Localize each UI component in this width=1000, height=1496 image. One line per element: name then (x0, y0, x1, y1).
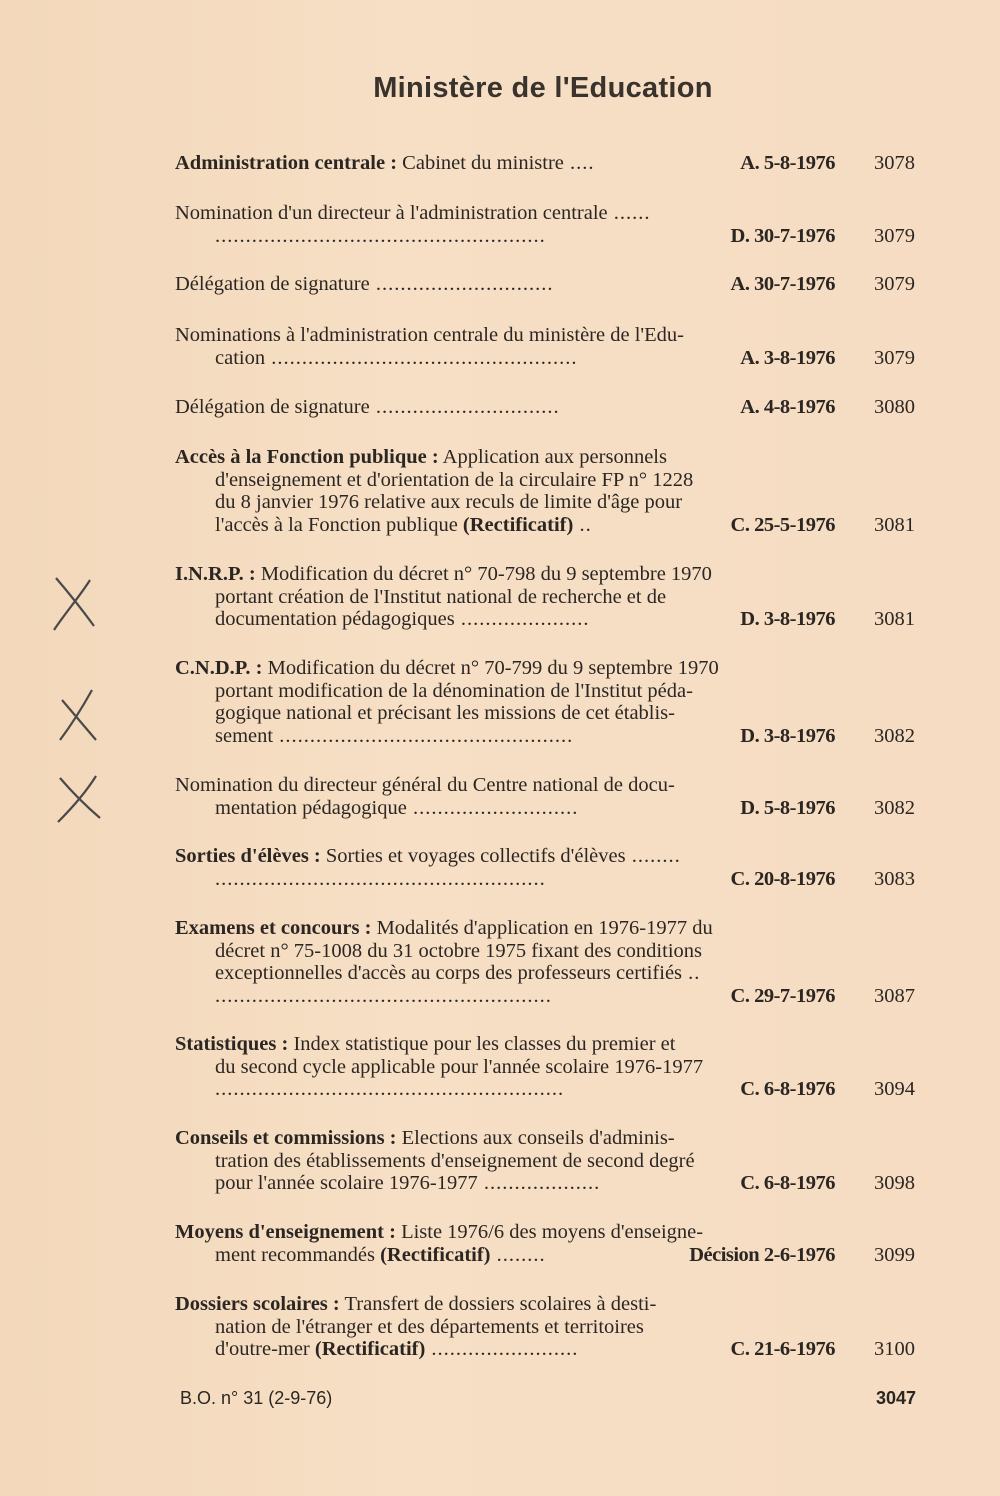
entry-description: nation de l'étranger et des départements et territoires (215, 1315, 644, 1338)
entry-description: ment recommandés (215, 1243, 381, 1266)
entry-text (175, 1293, 835, 1316)
entry-page-number: 3079 (874, 273, 915, 295)
dot-leader: ...................................................... (215, 867, 546, 890)
entry-description: documentation pédagogiques (215, 608, 455, 631)
entry-page-number: 3080 (874, 396, 915, 418)
entry-reference: C. 20-8-1976 (730, 867, 835, 890)
toc-entry (175, 774, 915, 819)
entry-description: exceptionnelles d'accès au corps des professeurs certifiés (215, 962, 683, 985)
toc-entry (175, 657, 915, 747)
rectificatif-label: (Rectificatif) (314, 1338, 426, 1361)
entry-reference: D. 30-7-1976 (730, 224, 835, 247)
entry-description: Sorties et voyages collectifs d'élèves (320, 845, 626, 867)
entry-page-number: 3079 (874, 346, 915, 369)
entry-line (175, 725, 915, 748)
entry-line (175, 469, 915, 492)
entry-heading: Sorties d'élèves : (175, 845, 321, 867)
entry-page-number: 3094 (874, 1078, 915, 1101)
entry-heading: Moyens d'enseignement : (175, 1221, 396, 1243)
entry-reference: C. 29-7-1976 (730, 984, 835, 1007)
toc-entry (175, 1221, 915, 1266)
entry-description: Délégation de signature (175, 273, 370, 295)
entry-reference: A. 5-8-1976 (740, 152, 835, 174)
entry-line (175, 917, 915, 940)
entry-text (215, 1150, 835, 1173)
entry-description: Elections aux conseils d'adminis- (396, 1127, 675, 1149)
entry-heading: Administration centrale : (175, 152, 398, 174)
entry-text (175, 152, 835, 175)
entry-line (175, 225, 915, 248)
entry-text (175, 845, 835, 868)
entry-description: Transfert de dossiers scolaires à desti- (339, 1293, 657, 1315)
entry-text (215, 469, 835, 492)
toc-entry (175, 273, 915, 296)
entry-description: pour l'année scolaire 1976-1977 (215, 1172, 478, 1195)
toc-entry (175, 324, 915, 369)
entry-reference: C. 6-8-1976 (740, 1078, 835, 1101)
entry-reference: A. 30-7-1976 (730, 273, 835, 295)
rectificatif-label: (Rectificatif) (462, 513, 574, 536)
entry-description: Modalités d'application en 1976-1977 du (371, 917, 713, 939)
dot-leader: ....................................................... (215, 984, 552, 1007)
entry-description: d'enseignement et d'orientation de la circulaire FP n° 1228 (215, 468, 694, 491)
entry-reference: C. 25-5-1976 (730, 513, 835, 536)
entry-text (175, 324, 835, 347)
dot-leader: ...... (607, 202, 651, 224)
toc-entry (175, 1293, 915, 1361)
entry-description: gogique national et précisant les missions de cet établis- (215, 702, 675, 725)
entry-page-number: 3079 (874, 224, 915, 247)
entry-reference: D. 5-8-1976 (740, 796, 835, 819)
entry-page-number: 3100 (874, 1338, 915, 1361)
entry-reference: A. 4-8-1976 (740, 396, 835, 418)
dot-leader: .................................................. (265, 346, 578, 369)
rectificatif-label: (Rectificatif) (380, 1243, 491, 1266)
dot-leader: ................................................ (273, 724, 574, 747)
entry-line (175, 1338, 915, 1361)
entry-description: Délégation de signature (175, 396, 370, 418)
entry-page-number: 3083 (874, 867, 915, 890)
toc-entry (175, 446, 915, 536)
entry-line (175, 1033, 915, 1056)
entry-heading: I.N.R.P. : (175, 563, 256, 585)
dot-leader: ...................................................... (215, 224, 546, 247)
handwritten-x-mark-2 (52, 686, 112, 746)
entry-text (215, 680, 835, 703)
entry-line (175, 273, 915, 296)
entry-description: Nominations à l'administration centrale du ministère de l'Edu- (175, 324, 684, 346)
entry-line (175, 586, 915, 609)
entry-page-number: 3098 (874, 1172, 915, 1195)
entry-line (175, 324, 915, 347)
entry-description: portant création de l'Institut national de recherche et de (215, 585, 667, 608)
entry-line (175, 1150, 915, 1173)
entry-page-number: 3082 (874, 724, 915, 747)
entry-line (175, 347, 915, 370)
entry-page-number: 3099 (874, 1243, 915, 1266)
entry-description: portant modification de la dénomination de l'Institut péda- (215, 679, 693, 702)
entry-line (175, 1078, 915, 1101)
entry-text (175, 774, 835, 797)
toc-entry (175, 1033, 915, 1101)
entry-text (215, 702, 835, 725)
entry-line (175, 680, 915, 703)
entry-description: mentation pédagogique (215, 796, 407, 819)
entry-line (175, 702, 915, 725)
dot-leader: ........................ (425, 1338, 579, 1361)
entry-description: Modification du décret n° 70-798 du 9 septembre 1970 (255, 563, 712, 585)
entry-reference: Décision 2-6-1976 (689, 1243, 835, 1266)
entry-description: Index statistique pour les classes du premier et (288, 1033, 676, 1055)
toc-entry (175, 845, 915, 890)
entry-heading: Examens et concours : (175, 917, 372, 939)
dot-leader: .............................. (369, 396, 560, 418)
entry-reference: A. 3-8-1976 (740, 346, 835, 369)
entry-reference: C. 21-6-1976 (730, 1338, 835, 1361)
entry-line (175, 446, 915, 469)
entry-text (215, 1316, 835, 1339)
entry-line (175, 608, 915, 631)
entry-text (215, 491, 835, 514)
entry-description: sement (215, 724, 274, 747)
entry-text (175, 446, 835, 469)
entry-heading: Dossiers scolaires : (175, 1293, 340, 1315)
entry-page-number: 3082 (874, 796, 915, 819)
toc-entry (175, 202, 915, 247)
entry-text (215, 1056, 835, 1079)
dot-leader: ........ (625, 845, 681, 867)
handwritten-x-mark-3 (52, 772, 112, 832)
dot-leader: ............................. (369, 273, 554, 295)
entry-description: Cabinet du ministre (397, 152, 564, 174)
entry-line (175, 1172, 915, 1195)
entry-reference: C. 6-8-1976 (740, 1172, 835, 1195)
entry-line (175, 868, 915, 891)
entry-description: cation (215, 346, 266, 369)
entry-text (175, 657, 835, 680)
entry-page-number: 3081 (874, 513, 915, 536)
entry-line (175, 845, 915, 868)
entry-reference: D. 3-8-1976 (740, 724, 835, 747)
entry-text (215, 586, 835, 609)
entry-line (175, 396, 915, 419)
dot-leader: ................... (477, 1172, 601, 1195)
entry-line (175, 797, 915, 820)
entry-description: Application aux personnels (438, 446, 667, 468)
dot-leader: ..................... (454, 608, 590, 631)
entry-description: tration des établissements d'enseignement de second degré (215, 1149, 695, 1172)
entry-description: Nomination d'un directeur à l'administration centrale (175, 202, 608, 224)
entry-text (175, 1221, 835, 1244)
entry-line (175, 1293, 915, 1316)
dot-leader: ........................... (406, 796, 579, 819)
entry-line (175, 985, 915, 1008)
entry-text (175, 917, 835, 940)
entry-line (175, 491, 915, 514)
page-title: Ministère de l'Education (373, 72, 713, 104)
toc-entry (175, 1127, 915, 1195)
entry-description: décret n° 75-1008 du 31 octobre 1975 fixant des conditions (215, 939, 702, 962)
entry-description: d'outre-mer (215, 1338, 315, 1361)
dot-leader: .. (682, 962, 701, 985)
entry-text (175, 396, 835, 419)
entry-line (175, 1221, 915, 1244)
toc-entry (175, 563, 915, 631)
entry-heading: Conseils et commissions : (175, 1127, 397, 1149)
entry-description: Nomination du directeur général du Centre national de docu- (175, 774, 675, 796)
entry-line (175, 1056, 915, 1079)
entry-line (175, 657, 915, 680)
dot-leader: .... (563, 152, 595, 174)
entry-line (175, 202, 915, 225)
entry-line (175, 1244, 915, 1267)
entry-line (175, 1127, 915, 1150)
entry-line (175, 1316, 915, 1339)
entry-page-number: 3087 (874, 984, 915, 1007)
entry-page-number: 3081 (874, 608, 915, 631)
entry-line (175, 152, 915, 175)
entry-text (175, 1033, 835, 1056)
entry-line (175, 563, 915, 586)
entry-text (175, 1127, 835, 1150)
entry-description: Modification du décret n° 70-799 du 9 septembre 1970 (262, 657, 719, 679)
entry-heading: Accès à la Fonction publique : (175, 446, 439, 468)
entry-line (175, 940, 915, 963)
entry-text (215, 962, 835, 985)
entry-description: Liste 1976/6 des moyens d'enseigne- (395, 1221, 704, 1243)
entry-line (175, 514, 915, 537)
toc-entry (175, 396, 915, 419)
entry-line (175, 962, 915, 985)
handwritten-x-mark-1 (48, 572, 108, 632)
toc-entry (175, 152, 915, 175)
toc-entry (175, 917, 915, 1007)
dot-leader: .. (573, 513, 592, 536)
entry-description: du 8 janvier 1976 relative aux reculs de limite d'âge pour (215, 491, 683, 514)
dot-leader: ......................................................... (215, 1078, 565, 1101)
dot-leader: ........ (490, 1243, 546, 1266)
entry-reference: D. 3-8-1976 (740, 608, 835, 631)
entry-line (175, 774, 915, 797)
entry-heading: C.N.D.P. : (175, 657, 263, 679)
entry-text (175, 202, 835, 225)
footer-page-number: 3047 (875, 1388, 916, 1408)
entry-description: du second cycle applicable pour l'année scolaire 1976-1977 (215, 1055, 704, 1078)
entry-text (175, 563, 835, 586)
footer-bulletin-ref: B.O. n° 31 (2-9-76) (180, 1388, 333, 1408)
entry-description: l'accès à la Fonction publique (215, 513, 463, 536)
entry-heading: Statistiques : (175, 1033, 289, 1055)
entry-text (215, 940, 835, 963)
entry-page-number: 3078 (874, 152, 915, 174)
